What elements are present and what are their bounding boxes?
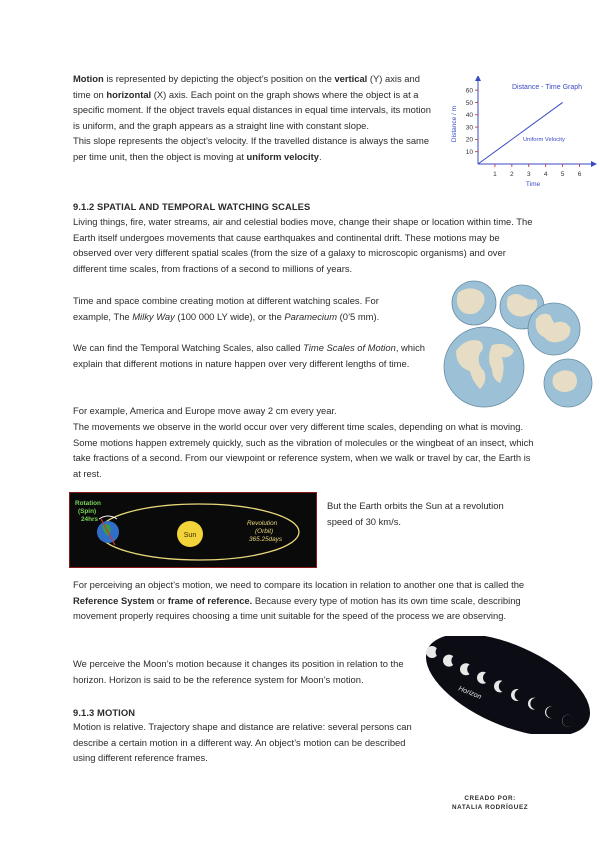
globe-middle bbox=[528, 303, 580, 355]
revolution-label: Revolution bbox=[247, 520, 278, 527]
credit-line-2: NATALIA RODRÍGUEZ bbox=[452, 804, 529, 811]
x-tick-label: 4 bbox=[543, 171, 548, 178]
x-tick-label: 5 bbox=[560, 171, 565, 178]
author-credit bbox=[452, 794, 528, 812]
section-912-heading: 9.1.2 SPATIAL AND TEMPORAL WATCHING SCALES bbox=[73, 201, 311, 212]
section-912-paragraph-4: For example, America and Europe move away 2 cm every year. bbox=[73, 405, 337, 416]
reference-paragraph-1: For perceiving an object’s motion, we need to compare its location in relation to another one that is called the Reference System or frame of reference. Because every type of motion has its own time scale, describing movement properly requires choosing a time unit suitable for the speed of the process we are observing. bbox=[73, 579, 525, 622]
horizon-label: Horizon bbox=[457, 685, 483, 701]
section-913-heading: 9.1.3 MOTION bbox=[73, 707, 136, 718]
section-912-paragraph-2: Time and space combine creating motion at different watching scales. For example, The Milky Way (100 000 LY wide), or the Paramecium (0’5 mm). bbox=[73, 295, 380, 322]
sun-label: Sun bbox=[183, 532, 197, 539]
y-tick-label: 30 bbox=[465, 124, 473, 132]
y-tick-label: 40 bbox=[465, 112, 473, 120]
y-axis-label: Distance / m bbox=[451, 105, 458, 143]
x-axis-arrow bbox=[591, 161, 597, 167]
spin-time: 24hrs bbox=[81, 516, 99, 523]
earth-orbit-diagram bbox=[69, 492, 317, 568]
series-label: Uniform Velocity bbox=[523, 137, 565, 143]
x-tick-label: 2 bbox=[510, 171, 514, 178]
y-tick-label: 10 bbox=[465, 148, 473, 156]
moon-shadow bbox=[499, 680, 511, 692]
y-tick-label: 20 bbox=[465, 136, 473, 144]
spin-label: (Spin) bbox=[78, 508, 97, 515]
moon-shadow bbox=[483, 672, 495, 684]
section-912-paragraph-5: The movements we observe in the world occur over very different time scales, depending on what is moving. Some motions happen extremely quickly, such as the vibration of molecules or the wingbeat of an insect, which take fractions of a second. From our viewpoint or reference system, when we walk or travel by car, the Earth is at rest. bbox=[73, 421, 534, 479]
orbit-label: (Orbit) bbox=[255, 528, 274, 535]
moon-shadow bbox=[467, 663, 479, 675]
orbit-caption: But the Earth orbits the Sun at a revolution speed of 30 km/s. bbox=[327, 500, 504, 527]
y-tick-label: 60 bbox=[465, 87, 473, 95]
y-axis-arrow bbox=[475, 76, 481, 81]
x-axis-label: Time bbox=[525, 181, 541, 188]
distance-time-graph bbox=[445, 76, 600, 194]
series-line-uniform-velocity bbox=[478, 102, 563, 164]
moon-shadow bbox=[451, 655, 463, 667]
globe-pangaea bbox=[452, 281, 496, 325]
moon-shadow bbox=[530, 698, 542, 710]
moon-shadow bbox=[515, 689, 527, 701]
intro-paragraph: Motion is represented by depicting the object’s position on the vertical (Y) axis and time on horizontal (X) axis. Each point on the graph shows where the object is at a specific moment. If the object travels equal distances in equal time intervals, its motion is uniform, and the graph appears as a straight line with constant slope. This slope represents the object’s velocity. If the travelled distance is always the same per time unit, then the object is moving at uniform velocity. bbox=[73, 73, 431, 162]
globe-modern bbox=[444, 327, 524, 407]
continental-drift-image bbox=[436, 279, 599, 409]
section-912-paragraph-3: We can find the Temporal Watching Scales, also called Time Scales of Motion, which explain that different motions in nature happen over very different lengths of time. bbox=[73, 342, 426, 369]
section-912-paragraph-1: Living things, fire, water streams, air and celestial bodies move, change their shape or location within time. The Earth itself undergoes movements that cause earthquakes and continental drift. These motions may be observed over very different spatial scales (from the size of a galaxy to microscopic organisms) and over different time scales, from fractions of a second to millions of years. bbox=[73, 216, 533, 274]
moon-shadow bbox=[562, 715, 574, 727]
moon-shadow bbox=[546, 706, 558, 718]
x-tick-label: 1 bbox=[493, 171, 497, 178]
rotation-label: Rotation bbox=[75, 500, 101, 507]
x-tick-label: 3 bbox=[526, 171, 531, 178]
graph-title: Distance - Time Graph bbox=[512, 84, 583, 91]
section-913-paragraph: Motion is relative. Trajectory shape and distance are relative: several persons can describe a certain motion in a different way. An object’s motion can be described using different reference frames. bbox=[73, 721, 412, 764]
orbit-time: 365.25days bbox=[249, 536, 283, 543]
reference-paragraph-2: We perceive the Moon’s motion because it changes its position in relation to the horizon. Horizon is said to be the reference system for Moon’s motion. bbox=[73, 658, 404, 685]
x-tick-label: 6 bbox=[577, 171, 582, 178]
moon-phases-image bbox=[418, 636, 598, 734]
credit-line-1: CREADO POR: bbox=[464, 795, 516, 802]
y-tick-label: 50 bbox=[465, 99, 473, 107]
globe-future bbox=[544, 359, 592, 407]
